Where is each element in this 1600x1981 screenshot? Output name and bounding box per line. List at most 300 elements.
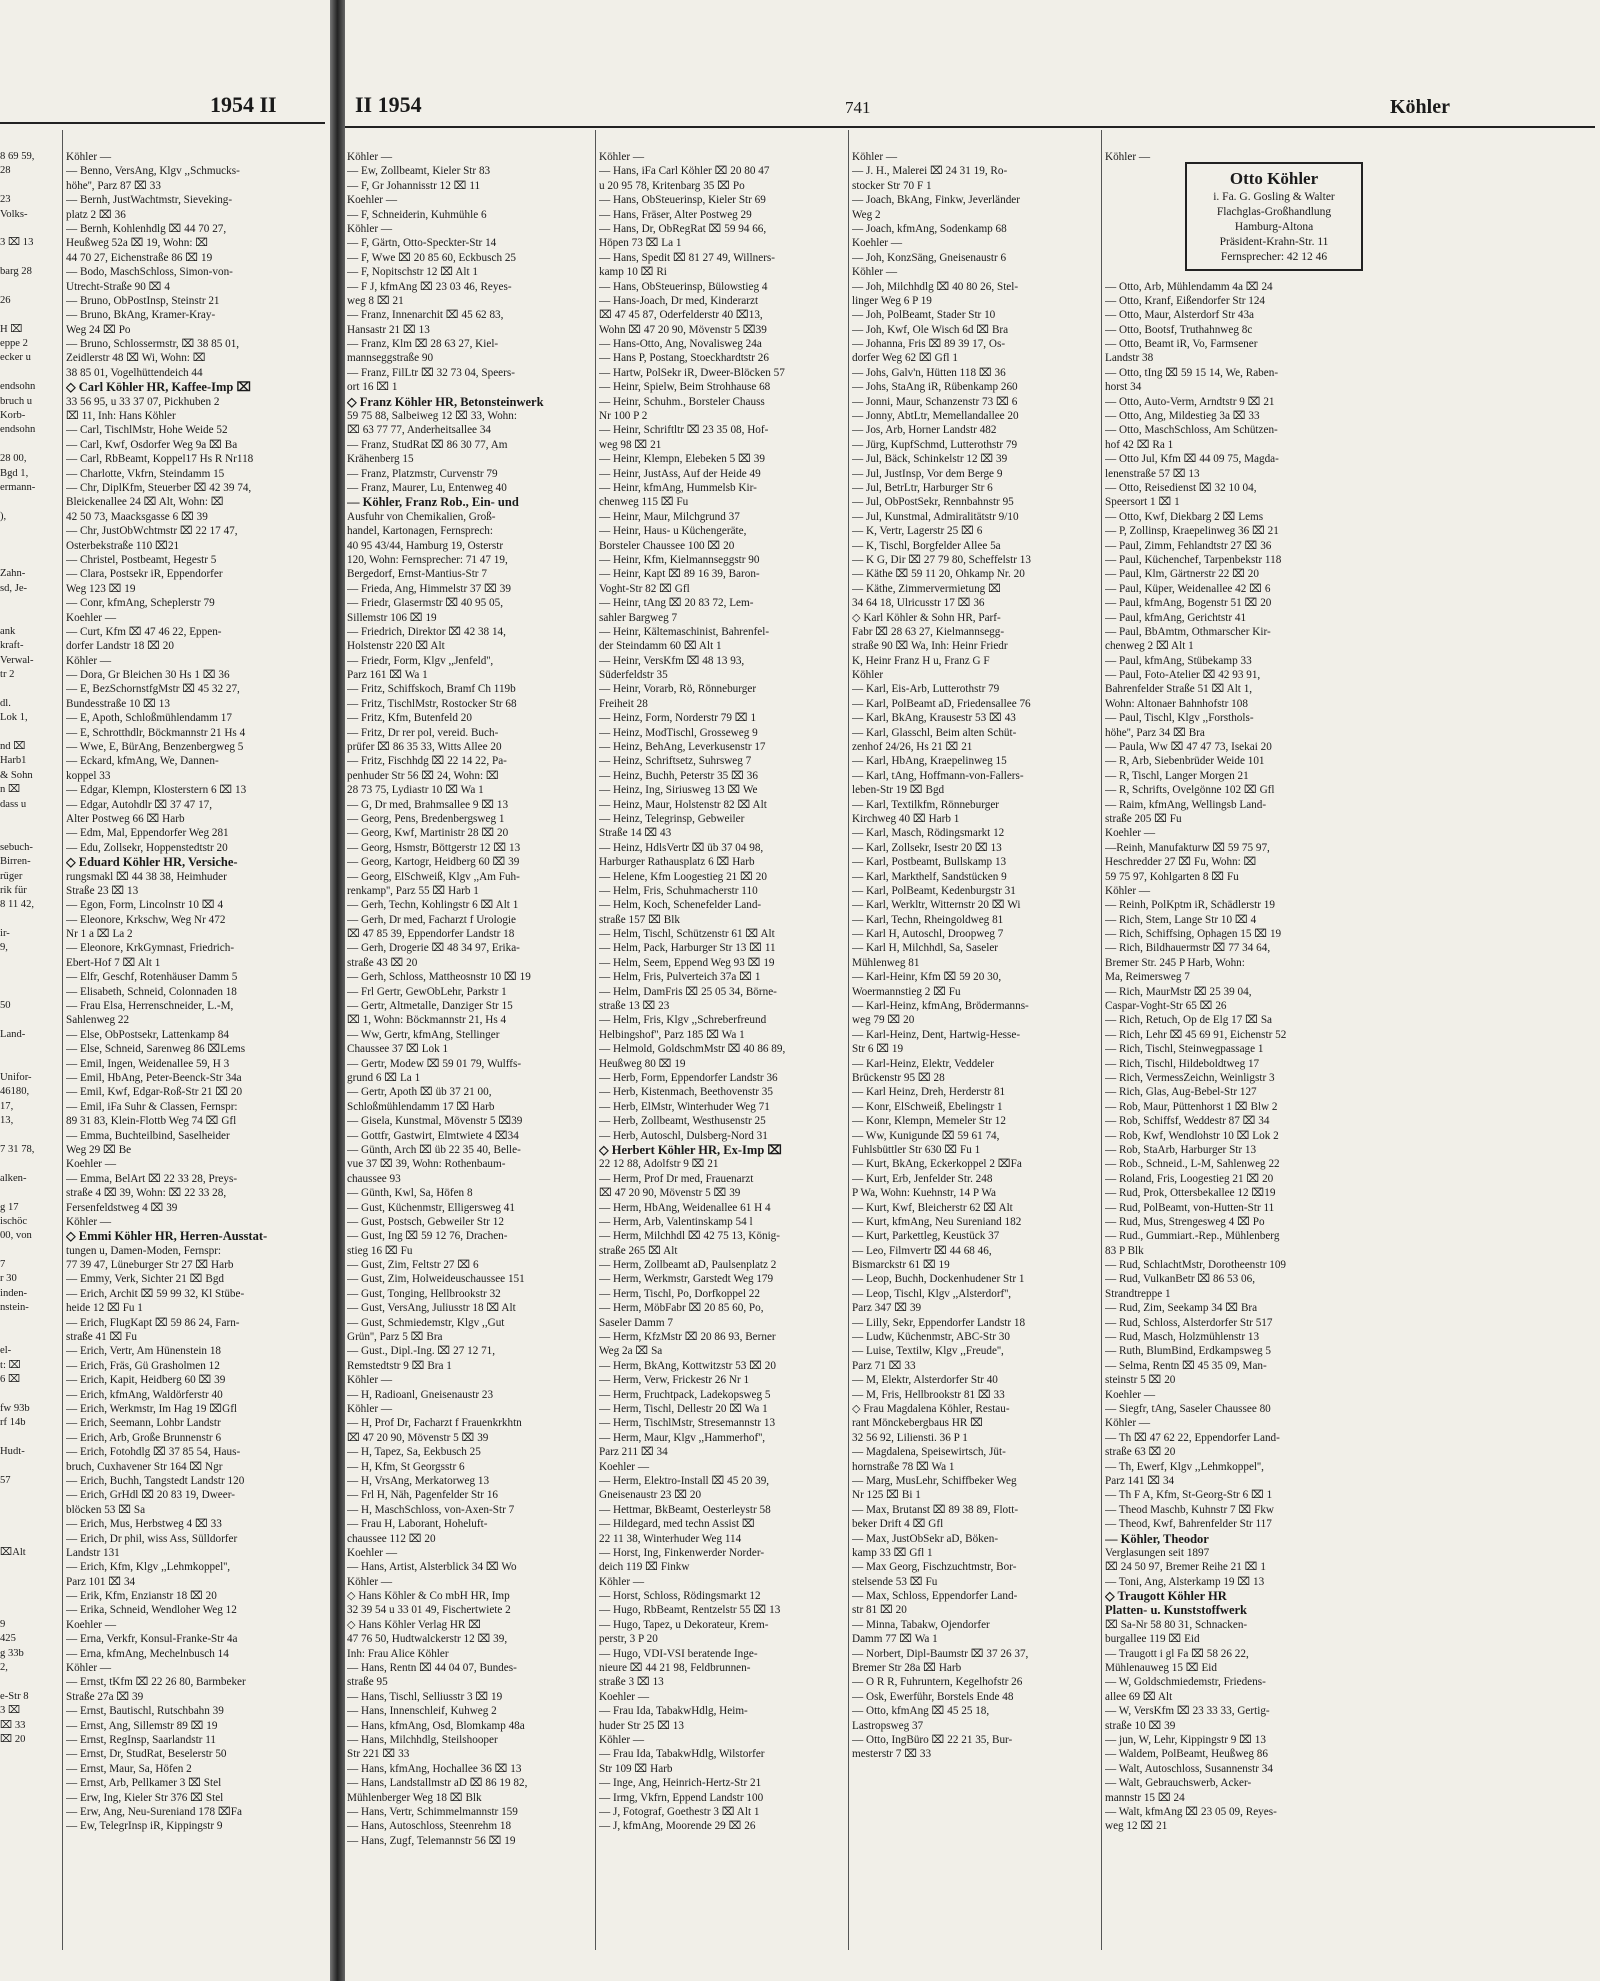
directory-entry-line: — Franz, Maurer, Lu, Entenweg 40: [347, 481, 507, 494]
directory-entry-line: Bundesstraße 10 ⌧ 13: [66, 697, 170, 710]
directory-entry-line: Saseler Damm 7: [599, 1316, 673, 1329]
directory-entry-line: chenweg 115 ⌧ Fu: [599, 496, 689, 509]
directory-entry-line: — Ernst, Arb, Pellkamer 3 ⌧ Stel: [66, 1777, 222, 1790]
directory-entry-line: — Eleonore, Krkschw, Weg Nr 472: [66, 913, 226, 926]
directory-entry-line: — Hettmar, BkBeamt, Oesterleystr 58: [599, 1503, 771, 1516]
directory-entry-line: — Heinz, Telegrinsp, Gebweiler: [599, 812, 745, 825]
directory-entry-line: — Köhler, Franz Rob., Ein- und: [347, 495, 519, 510]
directory-entry-line: — Bruno, Schlossermstr, ⌧ 38 85 01,: [66, 338, 240, 351]
directory-entry-line: Köhler —: [347, 1374, 393, 1387]
directory-entry-line: — Otto, Reisedienst ⌧ 32 10 04,: [1105, 481, 1257, 494]
directory-entry-line: — Elfr, Geschf, Rotenhäuser Damm 5: [66, 971, 238, 984]
directory-entry-line: — Rud, SchlachtMstr, Dorotheenstr 109: [1105, 1259, 1287, 1272]
directory-entry-line: chenweg 2 ⌧ Alt 1: [1105, 640, 1194, 653]
directory-entry-line: — Chr, DiplKfm, Steuerber ⌧ 42 39 74,: [66, 481, 252, 494]
directory-entry-line: — Erich, Arb, Große Brunnenstr 6: [66, 1431, 222, 1444]
directory-entry-line: — Otto, MaschSchloss, Am Schützen-: [1105, 424, 1278, 437]
directory-entry-line: 28 00,: [0, 453, 27, 465]
directory-entry-line: — jun, W, Lehr, Kippingstr 9 ⌧ 13: [1105, 1733, 1266, 1746]
directory-entry-line: [0, 1157, 60, 1171]
directory-entry-line: Ma, Reimersweg 7: [1105, 971, 1190, 984]
directory-entry-line: — Fritz, Dr rer pol, vereid. Buch-: [347, 726, 499, 739]
directory-entry-line: — Heinr, Schriftltr ⌧ 23 35 08, Hof-: [599, 424, 769, 437]
directory-entry-line: 23: [0, 194, 11, 206]
directory-entry-line: 8 11 42,: [0, 899, 35, 911]
directory-entry-line: — Rob, Kwf, Wendlohstr 10 ⌧ Lok 2: [1105, 1129, 1279, 1142]
directory-entry-line: ◇ Herbert Köhler HR, Ex-Imp ⌧: [599, 1142, 782, 1157]
directory-entry-line: — Johs, Galv'n, Hütten 118 ⌧ 36: [852, 366, 1006, 379]
directory-entry-line: huder Str 25 ⌧ 13: [599, 1719, 684, 1732]
directory-entry-line: rant Mönckebergbaus HR ⌧: [852, 1417, 984, 1430]
directory-entry-line: ischöc: [0, 1215, 28, 1227]
directory-entry-line: [0, 1316, 60, 1330]
directory-entry-line: Volks-: [0, 208, 28, 220]
directory-entry-line: — Helm, Tischl, Schützenstr 61 ⌧ Alt: [599, 928, 775, 941]
directory-entry-line: — Erik, Kfm, Enzianstr 18 ⌧ 20: [66, 1590, 217, 1603]
directory-entry-line: [0, 913, 60, 927]
directory-entry-line: — Charlotte, Vkfrn, Steindamm 15: [66, 467, 225, 480]
directory-entry-line: Brückenstr 95 ⌧ 28: [852, 1072, 945, 1084]
directory-entry-line: — Käthe, Zimmervermietung ⌧: [852, 582, 1001, 595]
directory-entry-line: — Else, Schneid, Sarenweg 86 ⌧Lems: [66, 1043, 246, 1056]
directory-entry-line: Unifor-: [0, 1072, 32, 1083]
directory-entry-line: — E, Apoth, Schloßmühlendamm 17: [66, 712, 232, 725]
directory-entry-line: [0, 1603, 60, 1617]
directory-entry-line: ◇ Hans Köhler Verlag HR ⌧: [347, 1618, 482, 1631]
directory-entry-line: — Helene, Kfm Loogestieg 21 ⌧ 20: [599, 870, 767, 883]
directory-entry-line: [0, 985, 60, 999]
directory-entry-line: — Helm, DamFris ⌧ 25 05 34, Börne-: [599, 985, 777, 998]
directory-entry-line: — Emil, Kwf, Edgar-Roß-Str 21 ⌧ 20: [66, 1086, 243, 1099]
directory-entry-line: — Karl, PolBeamt aD, Friedensallee 76: [852, 697, 1031, 710]
directory-entry-line: [0, 726, 60, 740]
directory-entry-line: [0, 222, 60, 236]
directory-entry-line: koppel 33: [66, 769, 111, 782]
directory-entry-line: — Max, Schloss, Eppendorfer Land-: [852, 1590, 1018, 1603]
directory-entry-line: — Georg, Kwf, Martinistr 28 ⌧ 20: [347, 827, 509, 840]
directory-entry-line: Lok 1,: [0, 712, 28, 724]
directory-entry-line: 7 31 78,: [0, 1143, 35, 1155]
directory-entry-line: Köhler —: [599, 1575, 645, 1588]
directory-entry-line: [0, 1431, 60, 1445]
directory-entry-line: — Inge, Ang, Heinrich-Hertz-Str 21: [599, 1777, 762, 1790]
directory-entry-line: — Herm, Maur, Klgv ,,Hammerhof'',: [599, 1431, 766, 1444]
directory-entry-line: Utrecht-Straße 90 ⌧ 4: [66, 280, 170, 293]
directory-entry-line: Mühlenauweg 15 ⌧ Eid: [1105, 1662, 1218, 1675]
directory-entry-line: weg 79 ⌧ 20: [852, 1014, 915, 1027]
directory-entry-line: — Helm, Koch, Schenefelder Land-: [599, 899, 762, 912]
left-header-rule: [0, 122, 325, 124]
directory-entry-line: — Herb, ElMstr, Winterhuder Weg 71: [599, 1100, 770, 1113]
directory-entry-line: el-: [0, 1345, 12, 1357]
directory-entry-line: Parz 71 ⌧ 33: [852, 1359, 916, 1372]
directory-entry-line: — Luise, Textilw, Klgv ,,Freude'',: [852, 1345, 1004, 1358]
directory-entry-line: — Joh, PolBeamt, Stader Str 10: [852, 309, 996, 322]
directory-entry-line: — Ernst, RegInsp, Saarlandstr 11: [66, 1733, 216, 1746]
directory-entry-line: [0, 1517, 60, 1531]
directory-entry-line: — Ernst, Dr, StudRat, Beselerstr 50: [66, 1748, 227, 1761]
directory-entry-line: 50: [0, 1000, 11, 1012]
directory-entry-line: stocker Str 70 F 1: [852, 179, 932, 192]
directory-entry-line: Platten- u. Kunststoffwerk: [1105, 1603, 1248, 1618]
directory-entry-line: ank: [0, 625, 16, 637]
directory-entry-line: Koehler —: [599, 1460, 650, 1473]
directory-entry-line: — Horst, Ing, Finkenwerder Norder-: [599, 1546, 765, 1559]
directory-entry-line: beker Drift 4 ⌧ Gfl: [852, 1518, 944, 1531]
directory-entry-line: 83 P Blk: [1105, 1244, 1144, 1257]
directory-entry-line: — Fritz, Schiffskoch, Bramf Ch 119b: [347, 683, 516, 696]
directory-entry-line: Weg 2a ⌧ Sa: [599, 1345, 663, 1358]
directory-entry-line: — Gerh, Techn, Kohlingstr 6 ⌧ Alt 1: [347, 899, 519, 912]
directory-entry-line: — Heinr, Klempn, Elebeken 5 ⌧ 39: [599, 453, 765, 466]
directory-entry-line: — Heinr, Schuhm., Borsteler Chauss: [599, 395, 765, 408]
directory-entry-line: Straße 27a ⌧ 39: [66, 1690, 144, 1703]
directory-entry-line: — Gerh, Schloss, Mattheosnstr 10 ⌧ 19: [347, 971, 531, 984]
directory-entry-line: eppe 2: [0, 338, 28, 350]
column-divider: [1101, 130, 1102, 1950]
directory-entry-line: — Ww, Kunigunde ⌧ 59 61 74,: [852, 1129, 1000, 1142]
directory-entry-line: Köhler —: [852, 266, 898, 279]
directory-entry-line: — Helm, Pack, Harburger Str 13 ⌧ 11: [599, 942, 776, 955]
directory-entry-line: — F, Wwe ⌧ 20 85 60, Eckbusch 25: [347, 251, 517, 264]
directory-entry-line: — Georg, Kartogr, Heidberg 60 ⌧ 39: [347, 856, 520, 869]
directory-entry-line: — Hans-Joach, Dr med, Kinderarzt: [599, 294, 759, 307]
directory-entry-line: — Horst, Schloss, Rödingsmarkt 12: [599, 1590, 761, 1603]
directory-entry-line: — Erich, Archit ⌧ 59 99 32, Kl Stübe-: [66, 1287, 245, 1300]
directory-entry-line: — Heinr, Kapt ⌧ 89 16 39, Baron-: [599, 568, 760, 581]
directory-entry-line: 59 75 88, Salbeiweg 12 ⌧ 33, Wohn:: [347, 410, 517, 423]
directory-entry-line: ),: [0, 510, 7, 522]
directory-entry-line: Borsteler Chaussee 100 ⌧ 20: [599, 539, 735, 552]
directory-entry-line: [0, 1503, 60, 1517]
directory-entry-line: — H, Kfm, St Georgsstr 6: [347, 1460, 465, 1473]
directory-entry-line: Lastropsweg 37: [852, 1719, 924, 1732]
directory-entry-line: 59 75 97, Kohlgarten 8 ⌧ Fu: [1105, 870, 1239, 883]
directory-entry-line: — Erw, Ing, Kieler Str 376 ⌧ Stel: [66, 1791, 224, 1804]
directory-entry-line: — Paul, Tischl, Klgv ,,Forsthols-: [1105, 712, 1254, 725]
directory-entry-line: — Friedrich, Direktor ⌧ 42 38 14,: [347, 625, 506, 638]
directory-entry-line: — Frl Gertr, GewObLehr, Parkstr 1: [347, 985, 507, 998]
directory-entry-line: sd, Je-: [0, 582, 28, 594]
column-b: [347, 150, 592, 1848]
directory-entry-line: — Hans, Innenschleif, Kuhweg 2: [347, 1705, 497, 1718]
directory-entry-line: — Paul, Küper, Weidenallee 42 ⌧ 6: [1105, 582, 1271, 595]
directory-entry-line: [0, 1186, 60, 1200]
directory-entry-line: — Ludw, Küchenmstr, ABC-Str 30: [852, 1331, 1010, 1344]
directory-entry-line: — Leo, Filmvertr ⌧ 44 68 46,: [852, 1244, 992, 1257]
directory-entry-line: straße 43 ⌧ 20: [347, 956, 418, 969]
directory-entry-line: Str 109 ⌧ Harb: [599, 1762, 673, 1775]
directory-entry-line: — R, Schrifts, Ovelgönne 102 ⌧ Gfl: [1105, 784, 1275, 797]
directory-entry-line: — Rich, Bildhauermstr ⌧ 77 34 64,: [1105, 942, 1271, 955]
directory-entry-line: — Egon, Form, Lincolnstr 10 ⌧ 4: [66, 899, 224, 912]
directory-entry-line: 38 85 01, Vogelhüttendeich 44: [66, 366, 203, 379]
directory-entry-line: — Hans, Artist, Alsterblick 34 ⌧ Wo: [347, 1561, 517, 1574]
directory-entry-line: — Herm, Werkmstr, Garstedt Weg 179: [599, 1273, 774, 1286]
directory-entry-line: — Emmy, Verk, Sichter 21 ⌧ Bgd: [66, 1273, 225, 1286]
directory-entry-line: — E, BezSchornstfgMstr ⌧ 45 32 27,: [66, 683, 240, 696]
directory-entry-line: [0, 1460, 60, 1474]
directory-entry-line: — Herb, Form, Eppendorfer Landstr 36: [599, 1072, 778, 1084]
directory-entry-line: — Joh, KonzSäng, Gneisenaustr 6: [852, 251, 1007, 264]
directory-entry-line: straße 205 ⌧ Fu: [1105, 812, 1182, 825]
directory-entry-line: — Hans, Tischl, Selliusstr 3 ⌧ 19: [347, 1690, 503, 1703]
directory-entry-line: — Erich, Dr phil, wiss Ass, Sülldorfer: [66, 1532, 238, 1545]
directory-entry-line: horst 34: [1105, 381, 1142, 394]
directory-entry-line: — J, Fotograf, Goethestr 3 ⌧ Alt 1: [599, 1805, 760, 1818]
directory-entry-line: rf 14b: [0, 1417, 26, 1429]
directory-entry-line: — Franz, Innenarchit ⌧ 45 62 83,: [347, 309, 504, 322]
directory-entry-line: Koehler —: [347, 1546, 398, 1559]
directory-entry-line: Krähenberg 15: [347, 453, 414, 466]
directory-entry-line: — Eckard, kfmAng, We, Dannen-: [66, 755, 219, 768]
directory-entry-line: kraft-: [0, 640, 24, 652]
directory-entry-line: Woermannstieg 2 ⌧ Fu: [852, 985, 961, 998]
directory-entry-line: — Gisela, Kunstmal, Mövenstr 5 ⌧39: [347, 1115, 523, 1128]
directory-entry-line: [0, 682, 60, 696]
directory-entry-line: ⌧ 24 50 97, Bremer Reihe 21 ⌧ 1: [1105, 1561, 1266, 1574]
directory-entry-line: — Leop, Tischl, Klgv ,,Alsterdorf'',: [852, 1287, 1012, 1300]
directory-entry-line: Mühlenberger Weg 18 ⌧ Blk: [347, 1791, 482, 1804]
directory-entry-line: Koehler —: [347, 194, 398, 207]
directory-entry-line: dl.: [0, 697, 11, 709]
directory-entry-line: — Hans, ObSteuerinsp, Bülowstieg 4: [599, 280, 768, 293]
directory-entry-line: Parz 141 ⌧ 34: [1105, 1474, 1175, 1487]
directory-entry-line: — Gust, Postsch, Gebweiler Str 12: [347, 1215, 504, 1228]
directory-entry-line: — Otto, Maur, Alsterdorf Str 43a: [1105, 309, 1255, 322]
directory-entry-line: — Hans, Autoschloss, Steenrehm 18: [347, 1820, 512, 1833]
directory-entry-line: — Karl, Glasschl, Beim alten Schüt-: [852, 726, 1017, 739]
directory-entry-line: 28: [0, 165, 11, 177]
directory-entry-line: Nr 1 a ⌧ La 2: [66, 928, 133, 941]
directory-entry-line: — Max Georg, Fischzuchtmstr, Bor-: [852, 1561, 1017, 1574]
directory-entry-line: Ausfuhr von Chemikalien, Groß-: [347, 510, 496, 523]
directory-entry-line: — Wwe, E, BürAng, Benzenbergweg 5: [66, 741, 244, 754]
directory-entry-line: u 20 95 78, Kritenbarg 35 ⌧ Po: [599, 179, 745, 192]
directory-entry-line: — Kurt, Parkettleg, Keustück 37: [852, 1230, 1000, 1243]
directory-entry-line: g 17: [0, 1201, 19, 1213]
directory-entry-line: — Paula, Ww ⌧ 47 47 73, Isekai 20: [1105, 741, 1272, 754]
directory-entry-line: Helbingshof'', Parz 185 ⌧ Wa 1: [599, 1028, 745, 1041]
directory-entry-line: — Traugott i gl Fa ⌧ 58 26 22,: [1105, 1647, 1249, 1660]
directory-entry-line: — Kurt, Kwf, Bleicherstr 62 ⌧ Alt: [852, 1201, 1013, 1214]
directory-entry-line: — Bruno, BkAng, Kramer-Kray-: [66, 309, 216, 322]
directory-entry-line: Osterbekstraße 110 ⌧21: [66, 539, 180, 552]
directory-entry-line: hornstraße 78 ⌧ Wa 1: [852, 1460, 955, 1473]
directory-entry-line: ⌧ 20: [0, 1733, 26, 1745]
directory-entry-line: Zahn-: [0, 568, 26, 580]
directory-entry-line: — Christel, Postbeamt, Hegestr 5: [66, 553, 217, 566]
directory-entry-line: blöcken 53 ⌧ Sa: [66, 1503, 146, 1516]
directory-entry-line: Koehler —: [66, 611, 117, 624]
right-page-header: II 1954: [355, 92, 422, 117]
directory-entry-line: — Reinh, PolKptm iR, Schädlerstr 19: [1105, 899, 1275, 912]
directory-entry-line: [0, 1575, 60, 1589]
directory-entry-line: — Hans, Milchhdlg, Steilshooper: [347, 1733, 498, 1746]
directory-entry-line: — Benno, VersAng, Klgv ,,Schmucks-: [66, 165, 240, 178]
directory-entry-line: Köhler —: [599, 1733, 645, 1746]
directory-entry-line: 40 95 43/44, Hamburg 19, Osterstr: [347, 539, 504, 552]
directory-entry-line: kamp 33 ⌧ Gfl 1: [852, 1546, 933, 1559]
directory-entry-line: — Bernh, JustWachtmstr, Sieveking-: [66, 194, 233, 207]
directory-entry-line: — Herm, Tischl, Po, Dorfkoppel 22: [599, 1287, 760, 1300]
directory-entry-line: Bleickenallee 24 ⌧ Alt, Wohn: ⌧: [66, 496, 224, 509]
directory-entry-line: — Kurt, kfmAng, Neu Sureniand 182: [852, 1215, 1022, 1228]
directory-entry-line: renkamp'', Parz 55 ⌧ Harb 1: [347, 884, 479, 897]
directory-entry-line: — Frau H, Laborant, Hoheluft-: [347, 1518, 488, 1531]
directory-entry-line: — Gust, Küchenmstr, Elligersweg 41: [347, 1201, 515, 1214]
directory-entry-line: alken-: [0, 1172, 27, 1184]
directory-entry-line: Schloßmühlendamm 17 ⌧ Harb: [347, 1100, 495, 1113]
directory-entry-line: t: ⌧: [0, 1359, 21, 1371]
directory-entry-line: penhuder Str 56 ⌧ 24, Wohn: ⌧: [347, 769, 499, 782]
directory-entry-line: 77 39 47, Lüneburger Str 27 ⌧ Harb: [66, 1259, 234, 1272]
directory-entry-line: straße 265 ⌧ Alt: [599, 1244, 678, 1257]
directory-entry-line: — Rob., Schneid., L-M, Sahlenweg 22: [1105, 1158, 1280, 1171]
directory-entry-line: — Erna, kfmAng, Mechelnbusch 14: [66, 1647, 229, 1660]
directory-entry-line: nstein-: [0, 1302, 29, 1314]
directory-entry-line: & Sohn: [0, 769, 33, 781]
directory-entry-line: 26: [0, 294, 11, 306]
directory-entry-line: — Hugo, VDI-VSI beratende Inge-: [599, 1647, 758, 1660]
directory-entry-line: steinstr 5 ⌧ 20: [1105, 1374, 1176, 1387]
directory-entry-line: — W, Goldschmiedemstr, Friedens-: [1105, 1676, 1266, 1689]
directory-entry-line: — Herm, Arb, Valentinskamp 54 l: [599, 1215, 753, 1228]
directory-entry-line: Heußweg 52a ⌧ 19, Wohn: ⌧: [66, 237, 209, 250]
directory-entry-line: — Rud, Prok, Ottersbekallee 12 ⌧19: [1105, 1187, 1276, 1200]
directory-entry-line: Parz 161 ⌧ Wa 1: [347, 669, 428, 682]
directory-entry-line: 3 ⌧: [0, 1705, 21, 1717]
directory-entry-line: Caspar-Voght-Str 65 ⌧ 26: [1105, 1000, 1227, 1013]
directory-entry-line: lenenstraße 57 ⌧ 13: [1105, 467, 1200, 480]
directory-entry-line: ⌧ 47 20 90, Mövenstr 5 ⌧ 39: [599, 1187, 741, 1200]
directory-entry-line: 2,: [0, 1662, 8, 1674]
column-e: [1105, 150, 1351, 1834]
directory-entry-line: chaussee 112 ⌧ 20: [347, 1532, 436, 1545]
directory-entry-line: ⌧ 47 85 39, Eppendorfer Landstr 18: [347, 928, 515, 941]
directory-entry-line: n ⌧: [0, 784, 21, 796]
directory-entry-line: — Erich, Fräs, Gü Grasholmen 12: [66, 1359, 220, 1372]
directory-entry-line: ◇ Frau Magdalena Köhler, Restau-: [852, 1402, 1010, 1415]
directory-entry-line: — Heinz, Buchh, Peterstr 35 ⌧ 36: [599, 769, 758, 782]
directory-entry-line: — H, Radioanl, Gneisenaustr 23: [347, 1388, 494, 1401]
ad-line: Hamburg-Altona: [1234, 221, 1314, 233]
directory-entry-line: Weg 123 ⌧ 19: [66, 582, 136, 595]
directory-entry-line: — Jul, BetrLtr, Harburger Str 6: [852, 481, 993, 494]
directory-entry-line: — Jul, ObPostSekr, Rennbahnstr 95: [852, 496, 1014, 509]
directory-entry-line: Sahlenweg 22: [66, 1014, 130, 1027]
directory-entry-line: 9,: [0, 942, 8, 954]
directory-entry-line: — Karl-Heinz, kfmAng, Brödermanns-: [852, 1000, 1029, 1013]
directory-entry-line: [0, 539, 60, 553]
directory-entry-line: — Karl, Textilkfm, Rönneburger: [852, 798, 1000, 811]
directory-entry-line: Köhler —: [347, 1575, 393, 1588]
directory-entry-line: — Otto, Kwf, Diekbarg 2 ⌧ Lems: [1105, 510, 1264, 523]
directory-entry-line: Köhler —: [66, 1662, 112, 1675]
directory-entry-line: — K, Tischl, Borgfelder Allee 5a: [852, 539, 1001, 552]
directory-entry-line: — Conr, kfmAng, Scheplerstr 79: [66, 597, 215, 610]
directory-entry-line: Süderfeldstr 35: [599, 669, 668, 682]
directory-entry-line: — Käthe ⌧ 59 11 20, Ohkamp Nr. 20: [852, 568, 1025, 581]
directory-entry-line: — Karl-Heinz, Elektr, Veddeler: [852, 1057, 994, 1070]
directory-entry-line: — Heinz, HdlsVertr ⌧ üb 37 04 98,: [599, 841, 764, 854]
directory-entry-line: — Ernst, Maur, Sa, Höfen 2: [66, 1762, 192, 1775]
directory-entry-line: — Konr, Klempn, Memeler Str 12: [852, 1115, 1006, 1128]
left-page-header: 1954 II: [210, 92, 277, 117]
directory-entry-line: — Otto, tIng ⌧ 59 15 14, We, Raben-: [1105, 366, 1279, 379]
directory-entry-line: — K, Vertr, Lagerstr 25 ⌧ 6: [852, 525, 983, 538]
directory-entry-line: — K G, Dir ⌧ 27 79 80, Scheffelstr 13: [852, 553, 1031, 566]
directory-entry-line: Straße 14 ⌧ 43: [599, 827, 672, 840]
directory-entry-line: — Rud, Zim, Seekamp 34 ⌧ Bra: [1105, 1302, 1258, 1315]
directory-entry-line: — Herb, Autoschl, Dulsberg-Nord 31: [599, 1129, 768, 1142]
directory-entry-line: [0, 956, 60, 970]
directory-entry-line: [0, 1013, 60, 1027]
directory-entry-line: — Paul, kfmAng, Gerichtstr 41: [1105, 611, 1247, 624]
directory-entry-line: — Helmold, GoldschmMstr ⌧ 40 86 89,: [599, 1043, 786, 1056]
directory-entry-line: — Max, Brutanst ⌧ 89 38 89, Flott-: [852, 1503, 1019, 1516]
directory-entry-line: — Leop, Buchh, Dockenhudener Str 1: [852, 1273, 1025, 1286]
directory-entry-line: Damm 77 ⌧ Wa 1: [852, 1633, 938, 1646]
directory-entry-line: — Erich, Seemann, Lohbr Landstr: [66, 1417, 221, 1430]
directory-entry-line: — Irmg, Vkfrn, Eppend Landstr 100: [599, 1791, 764, 1804]
directory-entry-line: — Herm, Fruchtpack, Ladekopsweg 5: [599, 1388, 771, 1401]
directory-entry-line: — Emma, BelArt ⌧ 22 33 28, Preys-: [66, 1172, 238, 1185]
directory-entry-line: — Kurt, Erb, Jenfelder Str. 248: [852, 1172, 993, 1185]
directory-entry-line: — Otto, IngBüro ⌧ 22 21 35, Bur-: [852, 1733, 1013, 1746]
directory-entry-line: — Gust., Dipl.-Ing. ⌧ 27 12 71,: [347, 1345, 496, 1358]
directory-entry-line: [0, 1330, 60, 1344]
directory-entry-line: — Heinz, Schriftsetz, Suhrsweg 7: [599, 755, 752, 768]
directory-entry-line: 17,: [0, 1100, 14, 1112]
directory-entry-line: — Rich, MaurMstr ⌧ 25 39 04,: [1105, 985, 1252, 998]
directory-entry-line: — Frieda, Ang, Himmelstr 37 ⌧ 39: [347, 582, 511, 595]
directory-entry-line: — Hans, ObSteuerinsp, Kieler Str 69: [599, 194, 766, 207]
directory-entry-line: Weg 29 ⌧ Be: [66, 1143, 132, 1156]
directory-entry-line: Freiheit 28: [599, 697, 648, 710]
directory-entry-line: straße 95: [347, 1676, 388, 1689]
directory-entry-line: mesterstr 7 ⌧ 33: [852, 1748, 932, 1761]
directory-entry-line: — Rich, Retuch, Op de Elg 17 ⌧ Sa: [1105, 1014, 1273, 1027]
directory-entry-line: ⌧ Sa-Nr 58 80 31, Schnacken-: [1105, 1618, 1248, 1631]
right-header-rule: [345, 126, 1595, 128]
directory-entry-line: P Wa, Wohn: Kuehnstr, 14 P Wa: [852, 1187, 996, 1200]
directory-entry-line: — Heinr, Kältemaschinist, Bahrenfel-: [599, 625, 770, 638]
directory-entry-line: Koehler —: [66, 1158, 117, 1171]
directory-entry-line: Fersenfeldstweg 4 ⌧ 39: [66, 1201, 178, 1214]
directory-entry-line: — F, Gärtn, Otto-Speckter-Str 14: [347, 237, 497, 250]
directory-entry-line: mannseggstraße 90: [347, 352, 434, 365]
directory-entry-line: — F, Nopitschstr 12 ⌧ Alt 1: [347, 266, 479, 279]
directory-entry-line: — Helm, Fris, Pulverteich 37a ⌧ 1: [599, 971, 761, 984]
directory-entry-line: — Lilly, Sekr, Eppendorfer Landstr 18: [852, 1316, 1026, 1329]
directory-entry-line: — Karl H, Autoschl, Droopweg 7: [852, 928, 1004, 941]
directory-entry-line: Heußweg 80 ⌧ 19: [599, 1057, 686, 1070]
directory-entry-line: Alter Postweg 66 ⌧ Harb: [66, 812, 185, 825]
directory-entry-line: Köhler —: [1105, 1417, 1151, 1430]
directory-entry-line: Parz 211 ⌧ 34: [599, 1446, 668, 1459]
directory-entry-line: — Carl, Kwf, Osdorfer Weg 9a ⌧ Ba: [66, 438, 238, 451]
directory-entry-line: stelsende 53 ⌧ Fu: [852, 1575, 938, 1588]
directory-entry-line: Bahrenfelder Straße 51 ⌧ Alt 1,: [1105, 683, 1253, 696]
directory-entry-line: — Th, Ewerf, Klgv ,,Lehmkoppel'',: [1105, 1460, 1264, 1473]
directory-entry-line: ⌧ 1, Wohn: Böckmannstr 21, Hs 4: [347, 1014, 507, 1027]
directory-entry-line: Land-: [0, 1028, 26, 1040]
directory-entry-line: — F, Schneiderin, Kuhmühle 6: [347, 208, 487, 221]
directory-entry-line: Weg 2: [852, 208, 881, 221]
directory-entry-line: — Heinr, VersKfm ⌧ 48 13 93,: [599, 654, 745, 667]
directory-entry-line: — M, Elektr, Alsterdorfer Str 40: [852, 1374, 998, 1387]
